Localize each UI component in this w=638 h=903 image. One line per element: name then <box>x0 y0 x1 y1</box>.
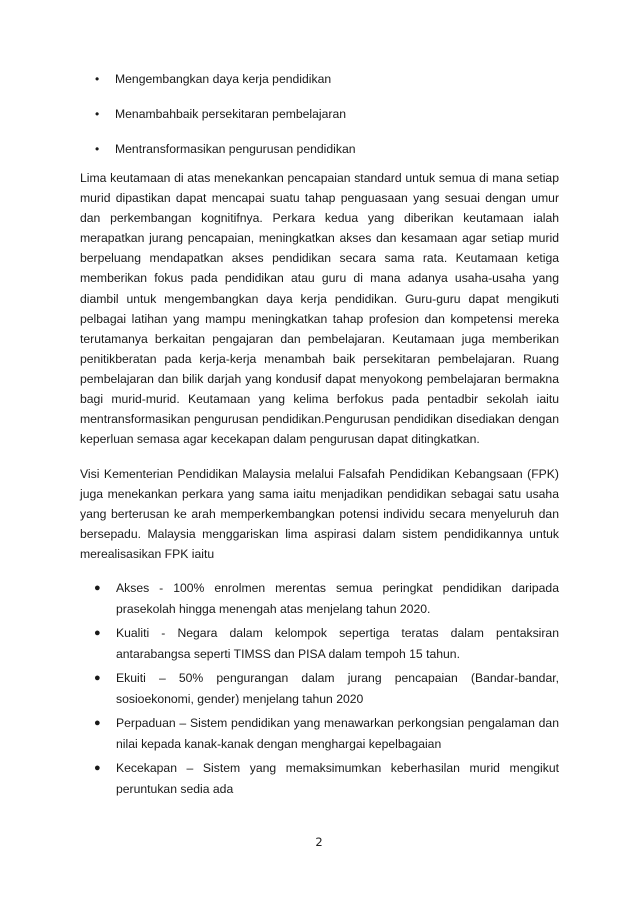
list-item-text: Kualiti - Negara dalam kelompok sepertiga teratas dalam pentaksiran antarabangsa seperti TIMSS dan PISA dalam tempoh 15 tahun. <box>116 626 559 661</box>
list-item-text: Perpaduan – Sistem pendidikan yang menawarkan perkongsian pengalaman dan nilai kepada kanak-kanak dengan menghargai kepelbagaian <box>116 716 559 751</box>
priority-list <box>0 70 638 175</box>
paragraph-priorities: Lima keutamaan di atas menekankan pencapaian standard untuk semua di mana setiap murid dipastikan dapat mencapai suatu tahap penguasaan yang sesuai dengan umur dan perkembangan kognitifnya. Perkara kedua yang diberikan keutamaan ialah merapatkan jurang pencapaian, meningkatkan akses dan kesamaan agar setiap murid berpeluang mendapatkan akses pendidikan secara sama rata. Keutamaan ketiga memberikan fokus pada pendidikan atau guru di mana adanya usaha-usaha yang diambil untuk mengembangkan daya kerja pendidikan. Guru-guru dapat mengikuti pelbagai latihan yang mampu meningkatkan tahap profesion dan kompetensi mereka terutamanya berkaitan pengajaran dan pembelajaran. Keutamaan juga memberikan penitikberatan pada kerja-kerja menambah baik persekitaran pembelajaran. Ruang pembelajaran dan bilik darjah yang kondusif dapat menyokong pembelajaran bermakna bagi murid-murid. Keutamaan yang kelima berfokus pada pentadbir sekolah iaitu mentransformasikan pengurusan pendidikan.Pengurusan pendidikan disediakan dengan keperluan semasa agar kecekapan dalam pengurusan dapat ditingkatkan. <box>80 171 559 447</box>
aspirations-list <box>0 578 638 803</box>
bullet-icon: • <box>95 142 100 156</box>
list-item-text: Mentransformasikan pengurusan pendidikan <box>115 142 356 156</box>
list-item-text: Ekuiti – 50% pengurangan dalam jurang pencapaian (Bandar-bandar, sosioekonomi, gender) menjelang tahun 2020 <box>116 671 559 706</box>
list-item-text: Akses - 100% enrolmen merentas semua peringkat pendidikan daripada prasekolah hingga menengah atas menjelang tahun 2020. <box>116 581 559 616</box>
paragraph-vision: Visi Kementerian Pendidikan Malaysia melalui Falsafah Pendidikan Kebangsaan (FPK) juga menekankan perkara yang sama iaitu menjadikan pendidikan sebagai satu usaha yang berterusan ke arah memperkembangkan potensi individu secara menyeluruh dan bersepadu. Malaysia menggariskan lima aspirasi dalam sistem pendidikannya untuk merealisasikan FPK iaitu <box>80 467 559 562</box>
bullet-icon: ● <box>94 582 101 594</box>
list-item-text: Mengembangkan daya kerja pendidikan <box>115 72 332 86</box>
list-item <box>0 578 638 619</box>
bullet-icon: ● <box>94 717 101 729</box>
bullet-icon: ● <box>94 627 101 639</box>
list-item <box>0 713 638 754</box>
list-item-text: Menambahbaik persekitaran pembelajaran <box>115 107 347 121</box>
list-item <box>0 668 638 709</box>
page-number: 2 <box>315 835 323 849</box>
bullet-icon: ● <box>94 672 101 684</box>
list-item <box>0 70 638 88</box>
list-item <box>0 758 638 799</box>
bullet-icon: ● <box>94 762 101 774</box>
list-item <box>0 105 638 123</box>
bullet-icon: • <box>95 107 100 121</box>
bullet-icon: • <box>95 72 100 86</box>
list-item <box>0 623 638 664</box>
list-item-text: Kecekapan – Sistem yang memaksimumkan keberhasilan murid mengikut peruntukan sedia ada <box>116 761 559 796</box>
list-item <box>0 140 638 158</box>
